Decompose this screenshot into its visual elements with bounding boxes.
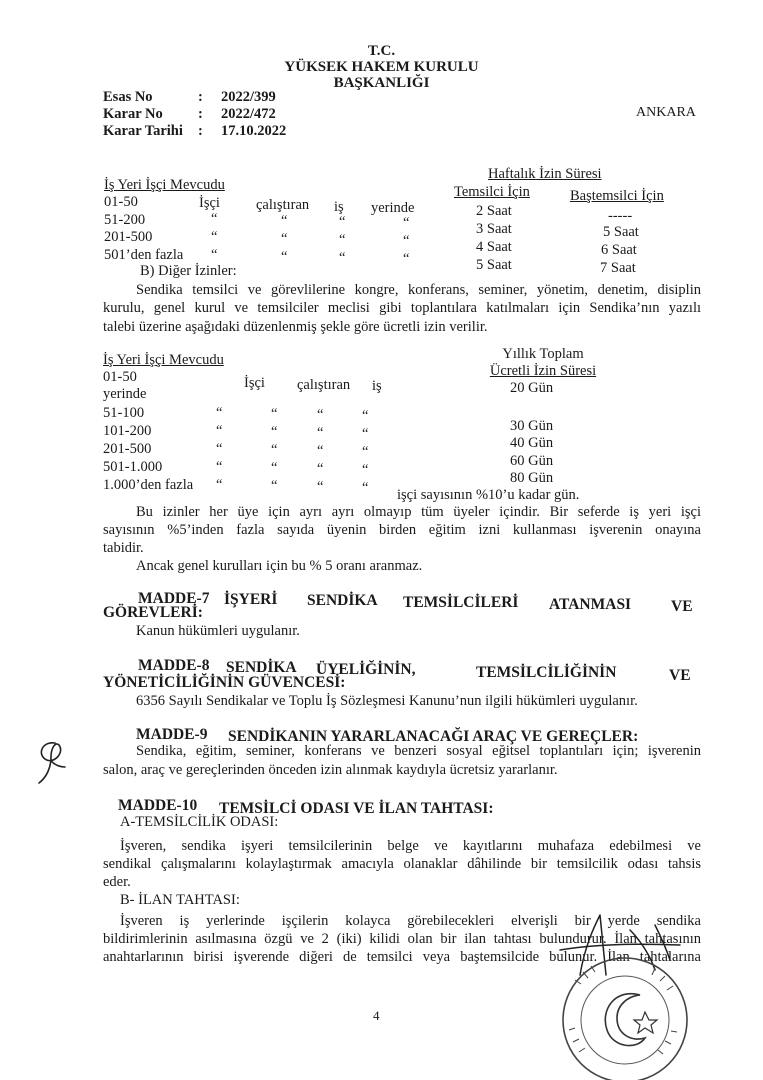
ditto-mark: “ (271, 406, 278, 422)
ditto-mark: “ (403, 251, 410, 267)
paragraph-line: anahtarlarının birisi işverende diğeri de temsilci veya baştemsilcide bulunur. İlan tahtalarına (103, 949, 701, 965)
paragraph-line: tabidir. (103, 540, 144, 556)
ditto-mark: “ (317, 461, 324, 477)
yearly-value: 30 Gün (510, 418, 554, 434)
section-heading: A-TEMSİLCİLİK ODASI: (120, 814, 279, 830)
ditto-mark: “ (317, 407, 324, 423)
header-tc: T.C. (367, 43, 396, 59)
handwritten-initial (25, 735, 75, 790)
ditto-mark: “ (216, 459, 223, 475)
table-row-range: 51-200 (104, 212, 146, 228)
article-heading-word: VE (671, 598, 693, 615)
table-row-range: 201-500 (103, 441, 152, 457)
weekly-col-rep: Temsilci İçin (454, 184, 530, 200)
meta-separator: : (198, 89, 203, 105)
paragraph-line: salon, araç ve gereçlerinden önceden izin alınmak kaydıyla ücretsiz yararlanır. (103, 762, 558, 778)
ditto-mark: “ (362, 426, 369, 442)
article-heading-word: ÜYELİĞİNİN, (316, 661, 416, 678)
article-title: TEMSİLCİ ODASI VE İLAN TAHTASI: (219, 800, 494, 817)
meta-separator: : (198, 123, 203, 139)
row-word: iş (372, 378, 382, 394)
table-row-range: 01-50 (104, 194, 138, 210)
meta-label: Karar Tarihi (103, 123, 183, 139)
paragraph-line: İşveren, sendika işyeri temsilcilerinin belge ve kayıtlarını muhafaza edebilmesi ve (120, 838, 701, 854)
yearly-value: 60 Gün (510, 453, 554, 469)
article-heading-line2: YÖNETİCİLİĞİNİN GÜVENCESİ: (103, 674, 346, 691)
row-word: İşçi (199, 195, 220, 211)
article-heading-line2: GÖREVLERİ: (103, 604, 203, 621)
meta-label: Esas No (103, 89, 153, 105)
paragraph-line: kurulu, genel kurul ve temsilciler meclisi gibi toplantılara katılmaları için Sendika’nın yazılı (103, 300, 701, 316)
article-heading-word: MADDE-7 (138, 590, 210, 607)
paragraph-line: bildirimlerinin asılmasına özgü ve 2 (iki) kilidi olan bir ilan tahtası bulundurur. İlan tahtasının (103, 931, 701, 947)
paragraph-line: Bu izinler her üye için ayrı ayrı olmayıp tüm üyeler içindir. Bir seferde iş yeri işçi (136, 504, 701, 520)
table-row-range: 501’den fazla (104, 247, 184, 263)
ditto-mark: “ (271, 478, 278, 494)
article-body: Kanun hükümleri uygulanır. (136, 623, 300, 639)
paragraph-line: sayısının %5’inden fazla sayıda üyenin birden eğitim izni kullanması işverenin onayına (103, 522, 701, 538)
meta-value: 17.10.2022 (221, 123, 287, 139)
yearly-value: 20 Gün (510, 380, 554, 396)
article-heading-word: SENDİKA (226, 659, 297, 676)
ditto-mark: “ (281, 249, 288, 265)
paragraph-line: İşveren iş yerlerinde işçilerin kolayca görebilecekleri elverişli bir yerde sendika (120, 913, 701, 929)
article-heading-word: MADDE-8 (138, 657, 210, 674)
ditto-mark: “ (271, 442, 278, 458)
meta-value: 2022/399 (221, 89, 276, 105)
ditto-mark: “ (271, 460, 278, 476)
official-stamp (545, 950, 695, 1080)
table-row-range: 501-1.000 (103, 459, 163, 475)
rep-hours: 2 Saat (476, 203, 512, 219)
row-word: yerinde (371, 200, 415, 216)
rep-hours: 3 Saat (476, 221, 512, 237)
ditto-mark: “ (403, 215, 410, 231)
ditto-mark: “ (211, 211, 218, 227)
yearly-value: 80 Gün (510, 470, 554, 486)
yearly-value-last: işçi sayısının %10’u kadar gün. (397, 487, 580, 503)
yearly-value: 40 Gün (510, 435, 554, 451)
ditto-mark: “ (216, 405, 223, 421)
row-word: çalıştıran (256, 197, 310, 213)
paragraph-line: eder. (103, 874, 131, 890)
header-institution: YÜKSEK HAKEM KURULU (284, 59, 479, 75)
paragraph-line: talebi üzerine aşağıdaki düzenlenmiş şekle göre ücretli izin verilir. (103, 319, 488, 335)
ditto-mark: “ (339, 250, 346, 266)
chief-hours: 6 Saat (601, 242, 637, 258)
ditto-mark: “ (211, 247, 218, 263)
table-row-range: 201-500 (104, 229, 153, 245)
meta-value: 2022/472 (221, 106, 276, 122)
page-number: 4 (373, 1008, 380, 1023)
ditto-mark: “ (339, 214, 346, 230)
paragraph-line: Sendika, eğitim, seminer, konferans ve benzeri sosyal eğitsel toplantıları için; işverenin (136, 743, 701, 759)
yearly-col-workforce: İş Yeri İşçi Mevcudu (103, 352, 224, 368)
row-word: çalıştıran (297, 377, 351, 393)
table-row-range: 51-100 (103, 405, 145, 421)
ditto-mark: “ (362, 444, 369, 460)
article-heading-word: İŞYERİ (224, 591, 278, 608)
article-body: 6356 Sayılı Sendikalar ve Toplu İş Sözleşmesi Kanunu’nun ilgili hükümleri uygulanır. (136, 693, 638, 709)
article-heading-word: SENDİKA (307, 592, 378, 609)
ditto-mark: “ (362, 480, 369, 496)
article-heading-word: VE (669, 667, 691, 684)
weekly-col-workforce: İş Yeri İşçi Mevcudu (104, 177, 225, 193)
table-row-range: 1.000’den fazla (103, 477, 194, 493)
ditto-mark: “ (216, 441, 223, 457)
ditto-mark: “ (403, 233, 410, 249)
yearly-col-subtitle: Ücretli İzin Süresi (489, 363, 597, 379)
ditto-mark: “ (281, 213, 288, 229)
ditto-mark: “ (317, 425, 324, 441)
section-heading: B- İLAN TAHTASI: (120, 892, 240, 908)
ditto-mark: “ (216, 423, 223, 439)
ditto-mark: “ (211, 229, 218, 245)
article-heading-word: ATANMASI (549, 596, 632, 613)
yearly-col-title: Yıllık Toplam (502, 346, 584, 362)
weekly-title: Haftalık İzin Süresi (488, 166, 602, 182)
article-title: SENDİKANIN YARARLANACAĞI ARAÇ VE GEREÇLER: (228, 728, 639, 745)
header-city: ANKARA (636, 105, 696, 120)
paragraph-line: Sendika temsilci ve görevlilerine kongre, konferans, seminer, yönetim, denetim, disiplin (136, 282, 701, 298)
paragraph-line: sendikal çalışmalarını kolaylaştırmak amacıyla olanaklar dâhilinde bir temsilcilik odası tahsis (103, 856, 701, 872)
chief-hours: 5 Saat (603, 224, 639, 240)
weekly-col-chief: Baştemsilci İçin (570, 188, 664, 204)
chief-hours: 7 Saat (600, 260, 636, 276)
chief-hours: ----- (608, 208, 633, 224)
header-department: BAŞKANLIĞI (333, 75, 430, 91)
row-word: İşçi (244, 375, 265, 391)
ditto-mark: “ (339, 232, 346, 248)
article-number: MADDE-10 (118, 797, 198, 814)
other-leaves-heading: B) Diğer İzinler: (140, 263, 237, 279)
article-number: MADDE-9 (136, 726, 208, 743)
row-word: iş (334, 199, 344, 215)
meta-label: Karar No (103, 106, 163, 122)
ditto-mark: “ (317, 443, 324, 459)
article-heading-word: TEMSİLCİLİĞİNİN (476, 664, 617, 681)
ditto-mark: “ (362, 462, 369, 478)
table-row-range: 101-200 (103, 423, 152, 439)
ditto-mark: “ (216, 477, 223, 493)
paragraph-line: Ancak genel kurulları için bu % 5 oranı aranmaz. (136, 558, 423, 574)
ditto-mark: “ (362, 408, 369, 424)
table-row-range: 01-50 (103, 369, 137, 385)
rep-hours: 5 Saat (476, 257, 512, 273)
ditto-mark: “ (281, 231, 288, 247)
article-heading-word: TEMSİLCİLERİ (403, 594, 519, 611)
rep-hours: 4 Saat (476, 239, 512, 255)
meta-separator: : (198, 106, 203, 122)
row-word: yerinde (103, 386, 147, 402)
ditto-mark: “ (317, 479, 324, 495)
ditto-mark: “ (271, 424, 278, 440)
